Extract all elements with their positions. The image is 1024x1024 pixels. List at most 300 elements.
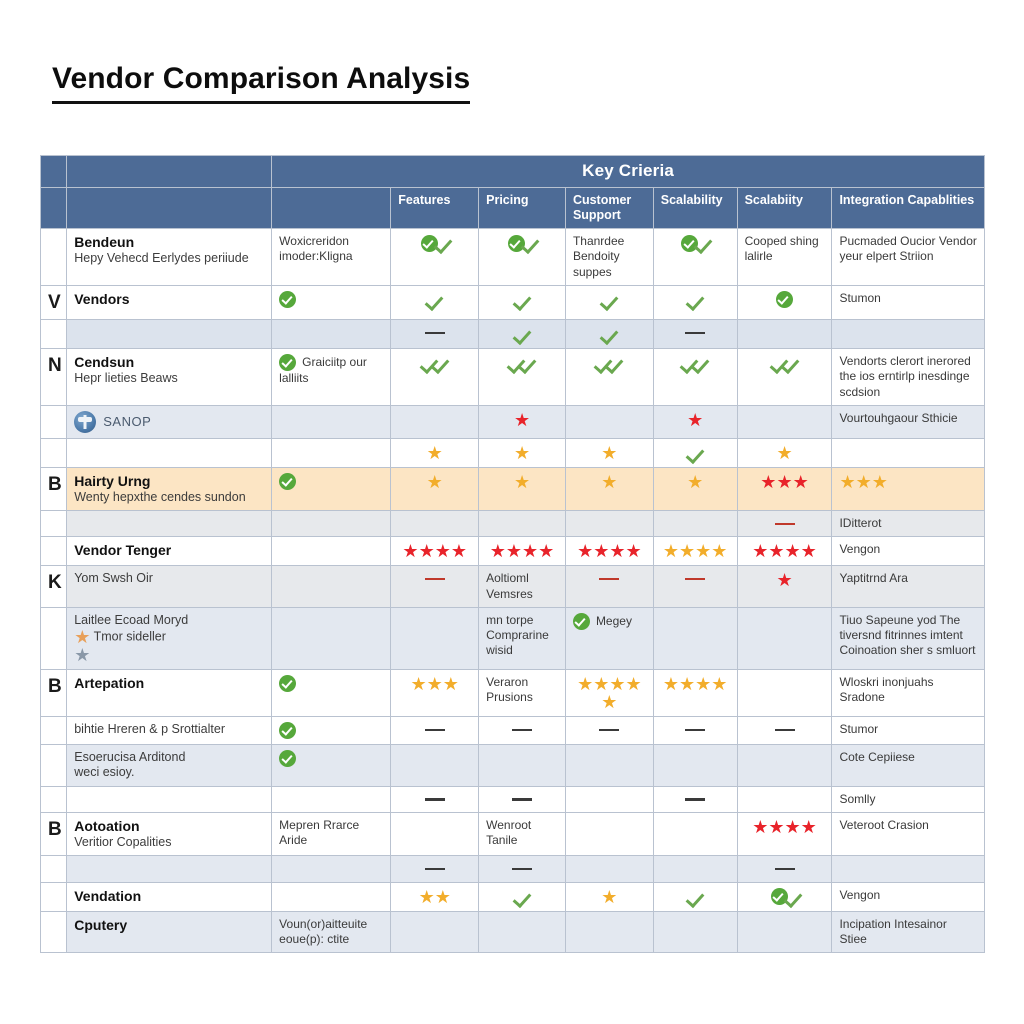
header-pricing[interactable]: Pricing xyxy=(479,187,566,229)
dash-icon xyxy=(685,798,705,801)
row-marker: B xyxy=(41,812,67,855)
scalability-1-cell[interactable] xyxy=(653,856,737,882)
header-scalability-1[interactable]: Scalability xyxy=(653,187,737,229)
cell-text: Cooped shing lalirle xyxy=(744,234,819,264)
vendor-name-cell[interactable] xyxy=(67,812,272,855)
scalability-2-cell[interactable] xyxy=(737,717,832,745)
star-icon: ★ xyxy=(513,471,531,492)
cell-text: Megey xyxy=(595,613,632,628)
check-icon xyxy=(788,888,799,906)
check-icon xyxy=(517,325,528,343)
cell-text: Vourtouhgaour Sthicie xyxy=(839,410,958,425)
check-icon xyxy=(604,291,615,309)
row-marker-empty xyxy=(41,911,67,953)
scalability-2-cell[interactable] xyxy=(737,285,832,319)
table-row xyxy=(41,745,985,787)
row-marker-empty xyxy=(41,438,67,467)
header-integration[interactable]: Integration Capablities xyxy=(832,187,985,229)
star-icon: ★ xyxy=(711,541,728,562)
pricing-cell[interactable] xyxy=(479,537,566,566)
cell-text: Tiuo Sapeune yod The tiversnd fitrinnes imtent Coinoation sher s smluort xyxy=(839,612,976,658)
header-customer-support[interactable]: Customer Support xyxy=(565,187,653,229)
integration-cell[interactable] xyxy=(832,438,985,467)
customer-support-cell[interactable] xyxy=(565,882,653,911)
vendor-name-cell[interactable] xyxy=(67,537,272,566)
description-cell[interactable] xyxy=(272,882,391,911)
pricing-cell[interactable] xyxy=(479,856,566,882)
vendor-name-cell[interactable] xyxy=(67,670,272,717)
table-head xyxy=(41,156,985,229)
vendor-comparison-table xyxy=(40,155,985,953)
integration-cell[interactable] xyxy=(832,229,985,286)
scalability-2-cell[interactable] xyxy=(737,882,832,911)
vendor-name-label: Cendsun xyxy=(74,354,135,371)
header-scalability-2[interactable]: Scalabiity xyxy=(737,187,832,229)
features-cell[interactable] xyxy=(391,745,479,787)
row-marker-empty xyxy=(41,786,67,812)
integration-cell[interactable] xyxy=(832,717,985,745)
table-row xyxy=(41,882,985,911)
scalability-1-cell[interactable] xyxy=(653,911,737,953)
star-icon: ★ xyxy=(513,409,531,430)
row-marker-empty xyxy=(41,320,67,349)
scalability-2-cell[interactable] xyxy=(737,566,832,608)
star-icon: ★ xyxy=(679,541,696,562)
integration-cell[interactable] xyxy=(832,670,985,717)
cell-text: Voun(or)aitteuite eoue(p): ctite xyxy=(279,916,368,946)
vendor-sub-label: Hepr lieties Beaws xyxy=(74,371,178,386)
star-icon: ★ xyxy=(855,471,872,492)
row-marker-empty xyxy=(41,537,67,566)
integration-cell[interactable] xyxy=(832,405,985,438)
star-icon: ★ xyxy=(679,674,696,695)
cell-text: Wloskri inonjuahs Sradone xyxy=(839,675,934,705)
scalability-2-cell[interactable] xyxy=(737,812,832,855)
scalability-1-cell[interactable] xyxy=(653,467,737,510)
check-icon xyxy=(604,325,615,343)
vendor-name-cell[interactable] xyxy=(67,717,272,745)
customer-support-cell[interactable] xyxy=(565,566,653,608)
page-title: Vendor Comparison Analysis xyxy=(52,62,470,104)
customer-support-cell[interactable] xyxy=(565,467,653,510)
pricing-cell[interactable] xyxy=(479,607,566,669)
vendor-name-cell[interactable] xyxy=(67,607,272,669)
star-icon: ★ xyxy=(593,541,610,562)
header-description-col[interactable] xyxy=(272,187,391,229)
vendor-name-cell[interactable] xyxy=(67,405,272,438)
table-row xyxy=(41,856,985,882)
star-icon: ★ xyxy=(800,816,817,837)
table-row xyxy=(41,511,985,537)
dash-icon xyxy=(425,729,445,732)
features-cell[interactable] xyxy=(391,405,479,438)
pricing-cell[interactable] xyxy=(479,670,566,717)
description-cell[interactable] xyxy=(272,566,391,608)
cell-text: Woxicreridon imoder:Kligna xyxy=(279,234,353,264)
scalability-2-cell[interactable] xyxy=(737,670,832,717)
check-circle-icon xyxy=(279,722,296,739)
vendor-name-label: Esoerucisa Arditond xyxy=(74,750,186,765)
row-marker-empty xyxy=(41,882,67,911)
customer-support-cell[interactable] xyxy=(565,285,653,319)
cell-text: Vendorts clerort inerored the ios erntirlp inesdinge scdsion xyxy=(839,354,971,399)
scalability-1-cell[interactable] xyxy=(653,566,737,608)
table-row xyxy=(41,349,985,406)
key-criteria-header: Key Crieria xyxy=(272,156,985,188)
dash-icon xyxy=(425,868,445,871)
check-icon xyxy=(609,354,620,372)
description-cell[interactable] xyxy=(272,320,391,349)
features-cell[interactable] xyxy=(391,511,479,537)
pricing-cell[interactable] xyxy=(479,467,566,510)
features-cell[interactable] xyxy=(391,349,479,406)
row-marker: K xyxy=(41,566,67,608)
star-icon: ★ xyxy=(687,471,704,492)
integration-cell[interactable] xyxy=(832,285,985,319)
vendor-name-cell[interactable] xyxy=(67,511,272,537)
scalability-2-cell[interactable] xyxy=(737,349,832,406)
description-cell[interactable] xyxy=(272,285,391,319)
description-cell[interactable] xyxy=(272,607,391,669)
row-marker: B xyxy=(41,467,67,510)
star-icon: ★ xyxy=(601,886,618,907)
customer-support-cell[interactable] xyxy=(565,511,653,537)
customer-support-cell[interactable] xyxy=(565,405,653,438)
pricing-cell[interactable] xyxy=(479,438,566,467)
check-circle-icon xyxy=(279,354,296,371)
vendor-name-label: Vendors xyxy=(74,290,130,307)
table-row xyxy=(41,537,985,566)
scalability-2-cell[interactable] xyxy=(737,537,832,566)
cell-text: Pucmaded Oucior Vendor yeur elpert Striion xyxy=(839,234,977,264)
customer-support-cell[interactable] xyxy=(565,320,653,349)
customer-support-cell[interactable] xyxy=(565,745,653,787)
scalability-1-cell[interactable] xyxy=(653,745,737,787)
scalability-1-cell[interactable] xyxy=(653,511,737,537)
integration-cell[interactable] xyxy=(832,320,985,349)
customer-support-cell[interactable] xyxy=(565,537,653,566)
dash-icon xyxy=(425,578,445,581)
header-vendor-col[interactable] xyxy=(67,187,272,229)
row-marker-empty xyxy=(41,229,67,286)
scalability-2-cell[interactable] xyxy=(737,438,832,467)
cell-text: Wenroot Tanile xyxy=(486,817,532,848)
cell-text: Incipation Intesainor Stiee xyxy=(839,916,947,946)
description-cell[interactable] xyxy=(272,467,391,510)
vendor-sub-label: weci esioy. xyxy=(74,765,135,780)
row-marker-empty xyxy=(41,745,67,787)
pricing-cell[interactable] xyxy=(479,349,566,406)
pricing-cell[interactable] xyxy=(479,566,566,608)
table-row xyxy=(41,911,985,953)
star-icon: ★ xyxy=(776,570,793,591)
features-cell[interactable] xyxy=(391,670,479,717)
cell-text: Vengon xyxy=(839,887,881,902)
vendor-sub-label: Hepy Vehecd Eerlydes periiude xyxy=(74,251,249,266)
star-icon: ★ xyxy=(538,541,555,562)
integration-cell[interactable] xyxy=(832,349,985,406)
cell-text: IDitterot xyxy=(839,516,882,531)
pricing-cell[interactable] xyxy=(479,812,566,855)
vendor-sub-label: Wenty hepxthe cendes sundon xyxy=(74,489,246,504)
pricing-cell[interactable] xyxy=(479,882,566,911)
scalability-1-cell[interactable] xyxy=(653,607,737,669)
row-marker-empty xyxy=(41,717,67,745)
scalability-1-cell[interactable] xyxy=(653,717,737,745)
cell-text: mn torpe Comprarine wisid xyxy=(486,612,549,658)
vendor-name-label: Artepation xyxy=(74,675,145,692)
vendor-name-cell[interactable] xyxy=(67,882,272,911)
star-icon: ★ xyxy=(434,886,451,907)
cell-text: Veteroot Crasion xyxy=(839,817,929,832)
description-cell[interactable] xyxy=(272,438,391,467)
scalability-2-cell[interactable] xyxy=(737,911,832,953)
description-cell[interactable] xyxy=(272,229,391,286)
integration-cell[interactable] xyxy=(832,882,985,911)
vendor-name-label: Laitlee Ecoad Moryd xyxy=(74,612,189,627)
star-icon: ★ xyxy=(662,541,680,562)
features-cell[interactable] xyxy=(391,537,479,566)
pricing-cell[interactable] xyxy=(479,285,566,319)
customer-support-cell[interactable] xyxy=(565,911,653,953)
check-icon xyxy=(690,444,701,462)
features-cell[interactable] xyxy=(391,911,479,953)
pricing-cell[interactable] xyxy=(479,320,566,349)
star-icon: ★ xyxy=(418,541,435,562)
integration-cell[interactable] xyxy=(832,911,985,953)
check-icon xyxy=(517,888,528,906)
scalability-2-cell[interactable] xyxy=(737,607,832,669)
description-cell[interactable] xyxy=(272,856,391,882)
table-row xyxy=(41,566,985,608)
vendor-name-label: Cputery xyxy=(74,916,128,933)
features-cell[interactable] xyxy=(391,607,479,669)
star-icon: ★ xyxy=(402,541,419,562)
star-icon: ★ xyxy=(784,541,801,562)
features-cell[interactable] xyxy=(391,285,479,319)
check-circle-icon xyxy=(573,613,590,630)
scalability-1-cell[interactable] xyxy=(653,349,737,406)
scalability-2-cell[interactable] xyxy=(737,745,832,787)
description-cell[interactable] xyxy=(272,911,391,953)
integration-cell[interactable] xyxy=(832,467,985,510)
pricing-cell[interactable] xyxy=(479,911,566,953)
scalability-1-cell[interactable] xyxy=(653,812,737,855)
pricing-cell[interactable] xyxy=(479,786,566,812)
header-gutter-spacer xyxy=(41,156,67,188)
pricing-cell[interactable] xyxy=(479,745,566,787)
comparison-table-container xyxy=(40,155,985,953)
star-icon: ★ xyxy=(601,692,618,713)
features-cell[interactable] xyxy=(391,467,479,510)
vendor-name-cell[interactable] xyxy=(67,467,272,510)
pricing-cell[interactable] xyxy=(479,405,566,438)
integration-cell[interactable] xyxy=(832,745,985,787)
features-cell[interactable] xyxy=(391,812,479,855)
dash-icon xyxy=(425,798,445,801)
pricing-cell[interactable] xyxy=(479,511,566,537)
star-icon: ★ xyxy=(593,674,610,695)
vendor-name-cell[interactable] xyxy=(67,566,272,608)
star-icon: ★ xyxy=(442,674,459,695)
vendor-name-cell[interactable] xyxy=(67,856,272,882)
features-cell[interactable] xyxy=(391,717,479,745)
vendor-name-cell[interactable] xyxy=(67,745,272,787)
dash-icon xyxy=(685,578,705,581)
features-cell[interactable] xyxy=(391,566,479,608)
sanop-logo-icon xyxy=(74,411,96,433)
dash-icon xyxy=(425,332,445,335)
header-features[interactable]: Features xyxy=(391,187,479,229)
customer-support-cell[interactable] xyxy=(565,349,653,406)
table-row xyxy=(41,320,985,349)
check-icon xyxy=(695,354,706,372)
features-cell[interactable] xyxy=(391,786,479,812)
check-circle-icon xyxy=(279,291,296,308)
vendor-name-cell[interactable] xyxy=(67,438,272,467)
customer-support-cell[interactable] xyxy=(565,229,653,286)
scalability-2-cell[interactable] xyxy=(737,511,832,537)
scalability-1-cell[interactable] xyxy=(653,670,737,717)
scalability-1-cell[interactable] xyxy=(653,882,737,911)
row-marker: B xyxy=(41,670,67,717)
scalability-1-cell[interactable] xyxy=(653,786,737,812)
star-icon: ★ xyxy=(662,674,680,695)
pricing-cell[interactable] xyxy=(479,717,566,745)
customer-support-cell[interactable] xyxy=(565,670,653,717)
star-icon: ★ xyxy=(711,674,728,695)
integration-cell[interactable] xyxy=(832,856,985,882)
integration-cell[interactable] xyxy=(832,812,985,855)
check-icon xyxy=(525,234,536,252)
star-icon: ★ xyxy=(784,816,801,837)
star-icon: ★ xyxy=(426,442,443,463)
integration-cell[interactable] xyxy=(832,786,985,812)
check-circle-icon xyxy=(279,473,296,490)
table-row xyxy=(41,717,985,745)
scalability-2-cell[interactable] xyxy=(737,856,832,882)
description-cell[interactable] xyxy=(272,745,391,787)
scalability-2-cell[interactable] xyxy=(737,467,832,510)
star-icon: ★ xyxy=(601,442,618,463)
star-icon: ★ xyxy=(577,541,594,562)
vendor-name-label: Vendation xyxy=(74,887,142,904)
integration-cell[interactable] xyxy=(832,511,985,537)
star-icon: ★ xyxy=(609,674,626,695)
dash-icon xyxy=(685,332,705,335)
scalability-1-cell[interactable] xyxy=(653,229,737,286)
description-cell[interactable] xyxy=(272,537,391,566)
row-marker: V xyxy=(41,285,67,319)
customer-support-cell[interactable] xyxy=(565,717,653,745)
features-cell[interactable] xyxy=(391,229,479,286)
description-cell[interactable] xyxy=(272,786,391,812)
scalability-1-cell[interactable] xyxy=(653,285,737,319)
row-marker-empty xyxy=(41,511,67,537)
features-cell[interactable] xyxy=(391,438,479,467)
check-icon xyxy=(435,354,446,372)
star-icon: ★ xyxy=(426,471,443,492)
description-cell[interactable] xyxy=(272,717,391,745)
star-icon: ★ xyxy=(74,645,91,666)
header-gutter-spacer-2 xyxy=(41,187,67,229)
scalability-2-cell[interactable] xyxy=(737,786,832,812)
features-cell[interactable] xyxy=(391,320,479,349)
vendor-name-label: Aotoation xyxy=(74,817,140,834)
check-circle-icon xyxy=(279,750,296,767)
vendor-name-label: Bendeun xyxy=(74,234,135,251)
features-cell[interactable] xyxy=(391,856,479,882)
table-row xyxy=(41,438,985,467)
star-icon: ★ xyxy=(752,541,769,562)
star-icon: ★ xyxy=(513,442,531,463)
customer-support-cell[interactable] xyxy=(565,812,653,855)
dash-icon xyxy=(685,729,705,732)
features-cell[interactable] xyxy=(391,882,479,911)
check-circle-icon xyxy=(776,291,793,308)
check-icon xyxy=(785,354,796,372)
star-icon: ★ xyxy=(577,674,594,695)
scalability-1-cell[interactable] xyxy=(653,405,737,438)
cell-text: Graiciitp our lalliits xyxy=(279,354,367,386)
vendor-name-cell[interactable] xyxy=(67,320,272,349)
scalability-2-cell[interactable] xyxy=(737,320,832,349)
star-icon: ★ xyxy=(609,541,626,562)
vendor-name-cell[interactable] xyxy=(67,911,272,953)
vendor-sub-rating: ★ Tmor sideller xyxy=(74,627,166,648)
description-cell[interactable] xyxy=(272,405,391,438)
scalability-1-cell[interactable] xyxy=(653,537,737,566)
table-row xyxy=(41,812,985,855)
vendor-name-cell[interactable] xyxy=(67,349,272,406)
customer-support-cell[interactable] xyxy=(565,856,653,882)
star-icon: ★ xyxy=(522,541,539,562)
cell-text: Veraron Prusions xyxy=(486,675,533,705)
star-icon: ★ xyxy=(800,541,817,562)
integration-cell[interactable] xyxy=(832,607,985,669)
vendor-name-cell[interactable] xyxy=(67,786,272,812)
table-row xyxy=(41,285,985,319)
star-icon: ★ xyxy=(687,409,704,430)
vendor-sub-label: Veritior Copalities xyxy=(74,835,172,850)
scalability-1-cell[interactable] xyxy=(653,320,737,349)
star-icon: ★ xyxy=(434,541,451,562)
vendor-name-cell[interactable] xyxy=(67,229,272,286)
row-marker-empty xyxy=(41,405,67,438)
dash-icon xyxy=(775,729,795,732)
star-icon: ★ xyxy=(410,674,427,695)
customer-support-cell[interactable] xyxy=(565,786,653,812)
description-cell[interactable] xyxy=(272,812,391,855)
vendor-name-cell[interactable] xyxy=(67,285,272,319)
customer-support-cell[interactable] xyxy=(565,607,653,669)
customer-support-cell[interactable] xyxy=(565,438,653,467)
scalability-2-cell[interactable] xyxy=(737,229,832,286)
integration-cell[interactable] xyxy=(832,566,985,608)
integration-cell[interactable] xyxy=(832,537,985,566)
cell-text: Yaptitrnd Ara xyxy=(839,571,908,586)
pricing-cell[interactable] xyxy=(479,229,566,286)
description-cell[interactable] xyxy=(272,511,391,537)
vendor-name-label: Vendor Tenger xyxy=(74,542,172,559)
scalability-2-cell[interactable] xyxy=(737,405,832,438)
table-row xyxy=(41,229,985,286)
check-icon xyxy=(522,354,533,372)
description-cell[interactable] xyxy=(272,670,391,717)
vendor-name-label: SANOP xyxy=(103,413,152,429)
description-cell[interactable] xyxy=(272,349,391,406)
scalability-1-cell[interactable] xyxy=(653,438,737,467)
